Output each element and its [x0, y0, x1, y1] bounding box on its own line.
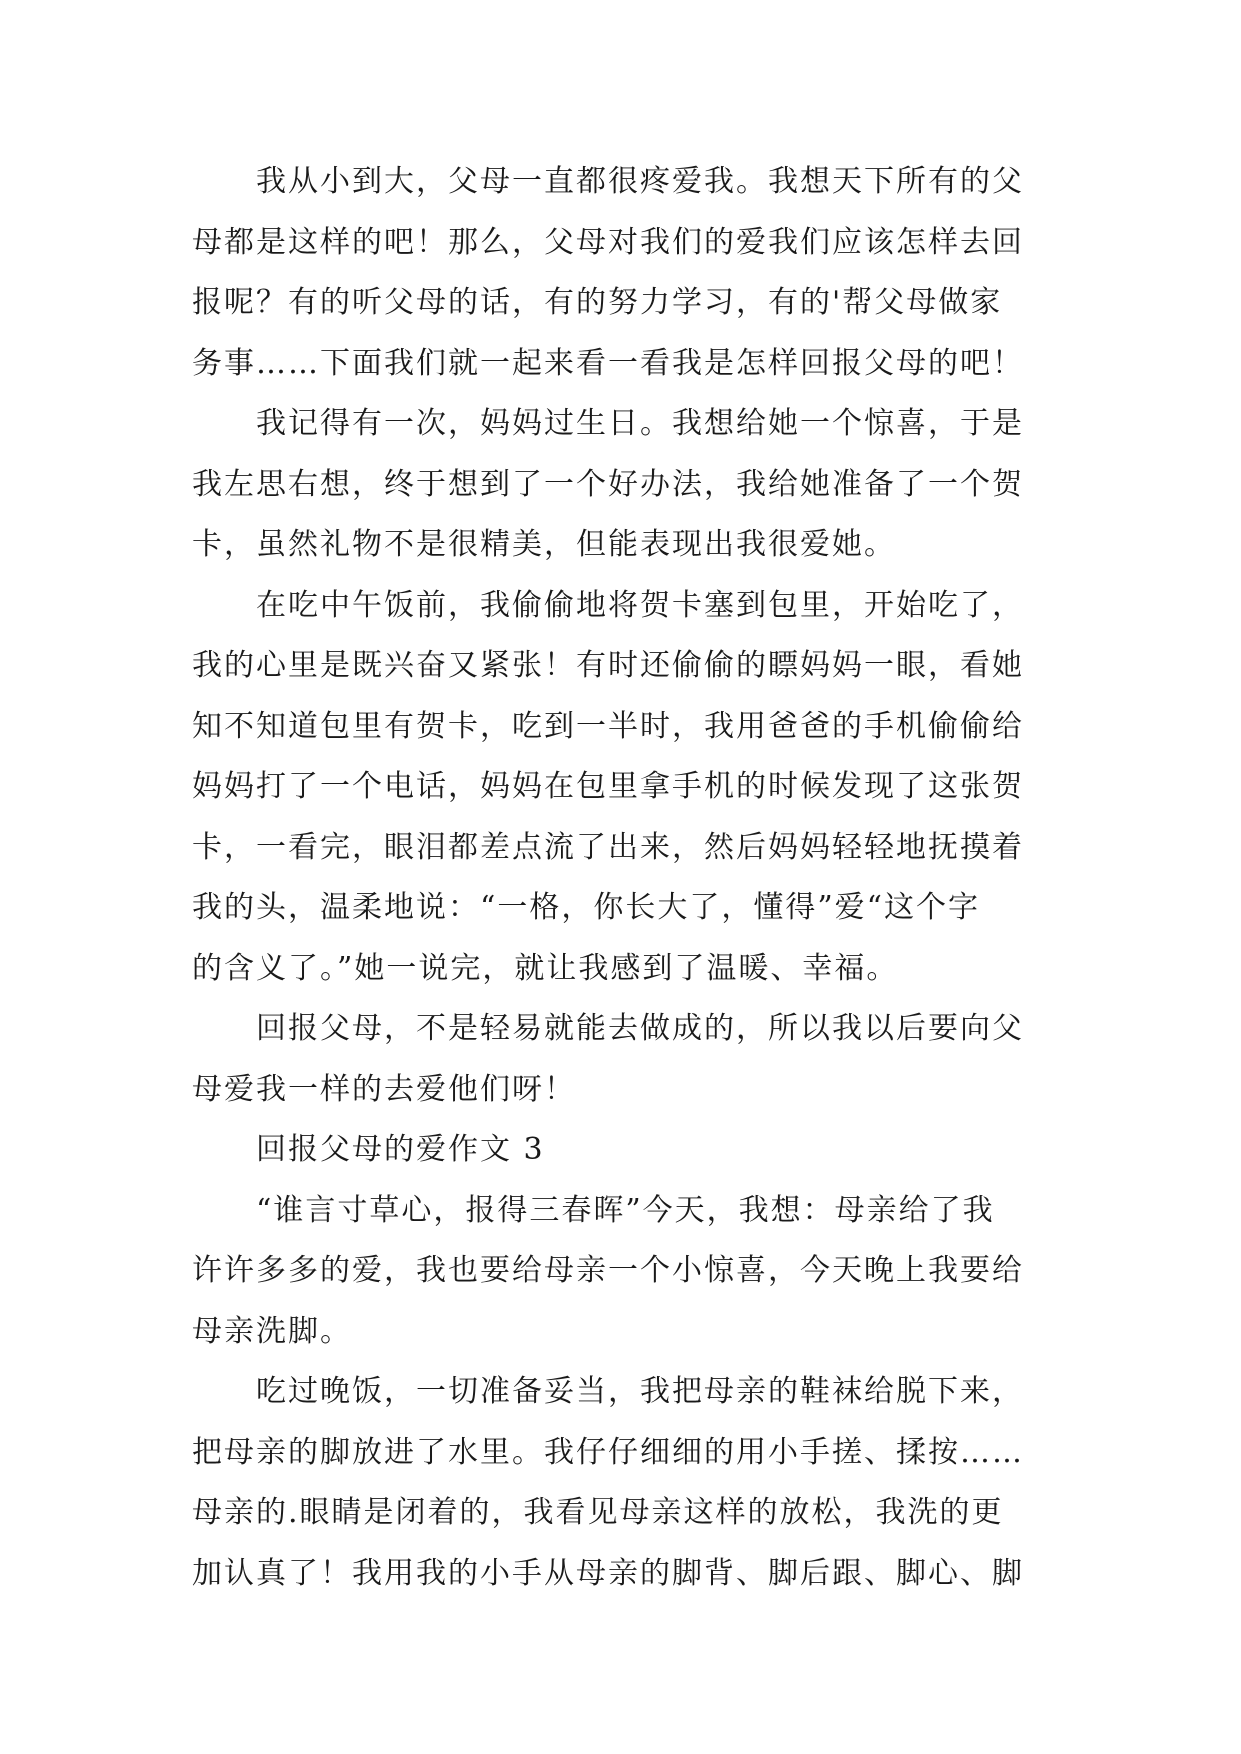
text-line: 母亲的.眼睛是闭着的，我看见母亲这样的放松，我洗的更 [192, 1495, 1004, 1530]
text-line: 我记得有一次，妈妈过生日。我想给她一个惊喜，于是 [256, 406, 1024, 441]
text-line: 加认真了！我用我的小手从母亲的脚背、脚后跟、脚心、脚 [192, 1555, 1024, 1591]
text-line: 在吃中午饭前，我偷偷地将贺卡塞到包里，开始吃了， [256, 587, 1024, 623]
text-line: 报呢？有的听父母的话，有的努力学习，有的'帮父母做家 [192, 285, 1003, 320]
text-line: “谁言寸草心，报得三春晖”今天，我想：母亲给了我 [256, 1192, 995, 1228]
text-line: 母亲洗脚。 [192, 1313, 352, 1349]
text-line: 卡，一看完，眼泪都差点流了出来，然后妈妈轻轻地抚摸着 [192, 829, 1024, 865]
text-line: 务事……下面我们就一起来看一看我是怎样回报父母的吧！ [192, 345, 1024, 381]
section-heading: 回报父母的爱作文 3 [256, 1132, 545, 1167]
text-line: 卡，虽然礼物不是很精美，但能表现出我很爱她。 [192, 527, 896, 562]
text-line: 我的心里是既兴奋又紧张！有时还偷偷的瞟妈妈一眼，看她 [192, 648, 1024, 683]
text-line: 许许多多的爱，我也要给母亲一个小惊喜，今天晚上我要给 [192, 1253, 1024, 1288]
text-line: 母爱我一样的去爱他们呀！ [192, 1071, 576, 1107]
text-line: 我左思右想，终于想到了一个好办法，我给她准备了一个贺 [192, 466, 1024, 502]
text-line: 我从小到大，父母一直都很疼爱我。我想天下所有的父 [256, 164, 1024, 199]
text-line: 的含义了。”她一说完，就让我感到了温暖、幸福。 [192, 950, 899, 986]
text-line: 妈妈打了一个电话，妈妈在包里拿手机的时候发现了这张贺 [192, 769, 1024, 804]
text-line: 母都是这样的吧！那么，父母对我们的爱我们应该怎样去回 [192, 224, 1024, 260]
text-line: 我的头，温柔地说：“一格，你长大了，懂得”爱“这个字 [192, 890, 981, 925]
text-line: 吃过晚饭，一切准备妥当，我把母亲的鞋袜给脱下来， [256, 1374, 1024, 1409]
text-line: 知不知道包里有贺卡，吃到一半时，我用爸爸的手机偷偷给 [192, 708, 1024, 744]
text-line: 回报父母，不是轻易就能去做成的，所以我以后要向父 [256, 1011, 1024, 1046]
text-line: 把母亲的脚放进了水里。我仔仔细细的用小手搓、揉按…… [192, 1434, 1024, 1470]
document-body [192, 152, 1050, 1604]
